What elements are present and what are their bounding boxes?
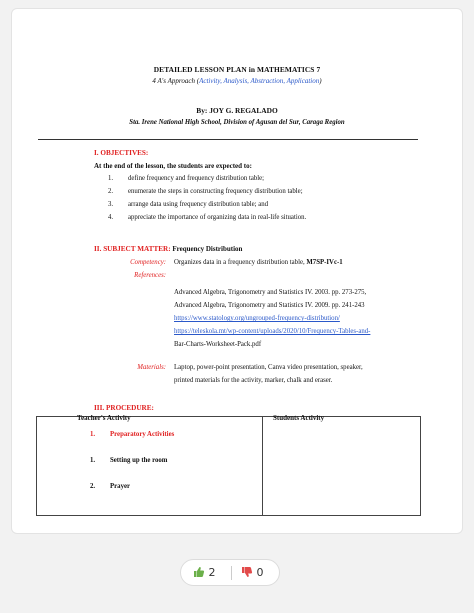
reference-link[interactable]: https://www.statology.org/ungrouped-frequency-distribution/ (174, 315, 340, 322)
students-activity-cell (263, 414, 421, 516)
procedure-step: 1. Setting up the room (90, 457, 168, 464)
document-page (11, 8, 463, 534)
competency-text: Organizes data in a frequency distribution table, M7SP-IVc-1 (174, 259, 343, 266)
author: By: JOY G. REGALADO (196, 106, 278, 115)
like-count: 2 (208, 566, 216, 579)
materials-text: printed materials for the activity, marker, chalk and eraser. (174, 377, 333, 384)
reference-link-continuation: Bar-Charts-Worksheet-Pack.pdf (174, 341, 262, 348)
materials-text: Laptop, power-point presentation, Canva video presentation, speaker, (174, 364, 363, 371)
reference-link[interactable]: https://teleskola.mt/wp-content/uploads/2020/10/Frequency-Tables-and- (174, 328, 371, 335)
reference-item: Advanced Algebra, Trigonometry and Statistics IV. 2003. pp. 273-275, (174, 289, 367, 296)
dislike-button[interactable] (241, 566, 264, 579)
objective-item: 3. arrange data using frequency distribution table; and (108, 201, 269, 208)
students-activity-header: Students Activity (273, 414, 325, 422)
divider-rule (38, 139, 418, 140)
procedure-step: 1. Preparatory Activities (90, 431, 175, 438)
competency-code: M7SP-IVc-1 (306, 259, 343, 266)
subject-matter-line (94, 245, 242, 253)
like-button[interactable] (193, 566, 216, 579)
subtitle-prefix: 4 A's Approach ( (152, 77, 200, 85)
feedback-divider (231, 566, 232, 580)
subtitle-suffix: ) (319, 77, 322, 85)
feedback-bar (180, 559, 280, 586)
subject-matter-heading: II. SUBJECT MATTER: (94, 245, 171, 253)
subject-topic: Frequency Distribution (172, 245, 243, 253)
objectives-intro: At the end of the lesson, the students are expected to: (94, 162, 252, 170)
document-subtitle (12, 77, 462, 85)
document-title: DETAILED LESSON PLAN in MATHEMATICS 7 (153, 65, 321, 74)
teacher-activity-header: Teacher's Activity (77, 414, 131, 422)
dislike-count: 0 (256, 566, 264, 579)
objective-item: 1. define frequency and frequency distribution table; (108, 175, 265, 182)
procedure-table (36, 416, 421, 516)
objectives-heading: I. OBJECTIVES: (94, 149, 149, 157)
procedure-step: 2. Prayer (90, 483, 130, 490)
teacher-activity-cell (37, 414, 263, 516)
subtitle-highlight: Activity, Analysis, Abstraction, Application (199, 77, 320, 85)
thumbs-up-icon (193, 566, 205, 578)
materials-label: Materials: (137, 364, 166, 371)
reference-item: Advanced Algebra, Trigonometry and Statistics IV. 2009. pp. 241-243 (174, 302, 365, 309)
competency-label: Competency: (130, 259, 166, 266)
objective-item: 2. enumerate the steps in constructing frequency distribution table; (108, 188, 303, 195)
procedure-heading: III. PROCEDURE: (94, 404, 154, 412)
school: Sta. Irene National High School, Division of Agusan del Sur, Caraga Region (129, 119, 345, 126)
thumbs-down-icon (241, 566, 253, 578)
objective-item: 4. appreciate the importance of organizing data in real-life situation. (108, 214, 307, 221)
references-label: References: (134, 272, 166, 279)
